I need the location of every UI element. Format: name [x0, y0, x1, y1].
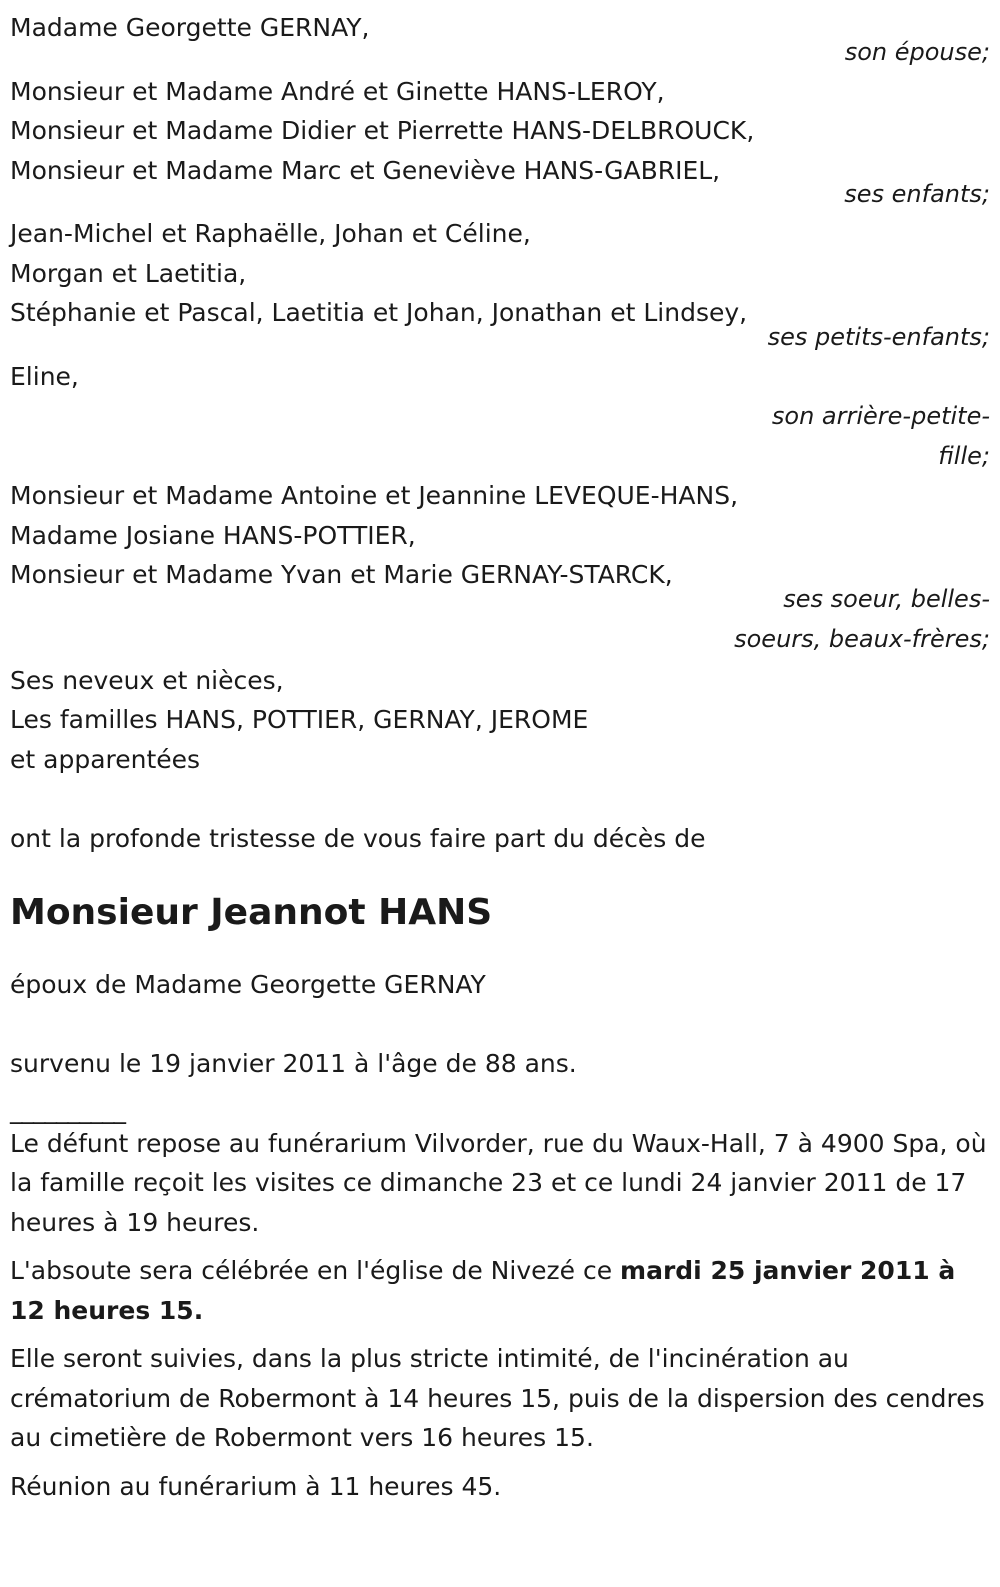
- relation-label: ses soeur, belles-soeurs, beaux-frères;: [734, 584, 990, 653]
- family-line: Monsieur et Madame Antoine et Jeannine LEVEQUE-HANS,: [10, 481, 739, 510]
- spouse-group: [10, 8, 990, 72]
- family-line: Monsieur et Madame Didier et Pierrette HANS-DELBROUCK,: [10, 116, 755, 145]
- incineration-paragraph: Elle seront suivies, dans la plus stricte intimité, de l'incinération au crématorium de Robermont à 14 heures 15, puis de la dispersion des cendres au cimetière de Robermont vers 16 heures 15.: [10, 1344, 985, 1452]
- relation-label: ses petits-enfants;: [767, 322, 990, 351]
- announcement-text: ont la profonde tristesse de vous faire part du décès de: [10, 824, 706, 853]
- relation-label: son arrière-petite-fille;: [771, 402, 990, 470]
- family-line: Jean-Michel et Raphaëlle, Johan et Céline,: [10, 219, 531, 248]
- family-line: et apparentées: [10, 744, 201, 774]
- absoute-intro: L'absoute sera célébrée en l'église de Nivezé ce: [10, 1256, 621, 1285]
- family-line: Stéphanie et Pascal, Laetitia et Johan, Jonathan et Lindsey,: [10, 298, 748, 327]
- others-group: [10, 661, 990, 780]
- family-line: Morgan et Laetitia,: [10, 258, 247, 288]
- absoute-paragraph: [10, 1251, 990, 1330]
- relation-label: ses enfants;: [844, 180, 990, 208]
- reunion-paragraph: Réunion au funérarium à 11 heures 45.: [10, 1471, 502, 1501]
- family-line: Eline,: [10, 361, 79, 391]
- family-line: Madame Josiane HANS-POTTIER,: [10, 520, 416, 550]
- relation-label: son épouse;: [844, 37, 990, 66]
- family-line: Ses neveux et nièces,: [10, 665, 284, 695]
- separator: __________: [10, 1094, 125, 1124]
- family-line: Monsieur et Madame André et Ginette HANS-LEROY,: [10, 76, 665, 106]
- family-line: Monsieur et Madame Marc et Geneviève HANS-GABRIEL,: [10, 155, 721, 185]
- siblings-group: [10, 476, 990, 659]
- family-line: Madame Georgette GERNAY,: [10, 13, 370, 42]
- spouse-line: époux de Madame Georgette GERNAY: [10, 969, 486, 999]
- children-group: [10, 72, 990, 215]
- grandchildren-group: [10, 214, 990, 357]
- family-line: Les familles HANS, POTTIER, GERNAY, JEROME: [10, 705, 589, 734]
- deceased-name: Monsieur Jeannot HANS: [10, 891, 493, 933]
- death-line: survenu le 19 janvier 2011 à l'âge de 88 ans.: [10, 1049, 577, 1078]
- absoute-date: mardi 25 janvier 2011 à 12 heures 15.: [10, 1256, 956, 1325]
- family-line: Monsieur et Madame Yvan et Marie GERNAY-STARCK,: [10, 560, 673, 589]
- repose-paragraph: Le défunt repose au funérarium Vilvorder, rue du Waux-Hall, 7 à 4900 Spa, où la famille reçoit les visites ce dimanche 23 et ce lundi 24 janvier 2011 de 17 heures à 19 heures.: [10, 1128, 987, 1237]
- great-grandchild-group: [10, 357, 990, 477]
